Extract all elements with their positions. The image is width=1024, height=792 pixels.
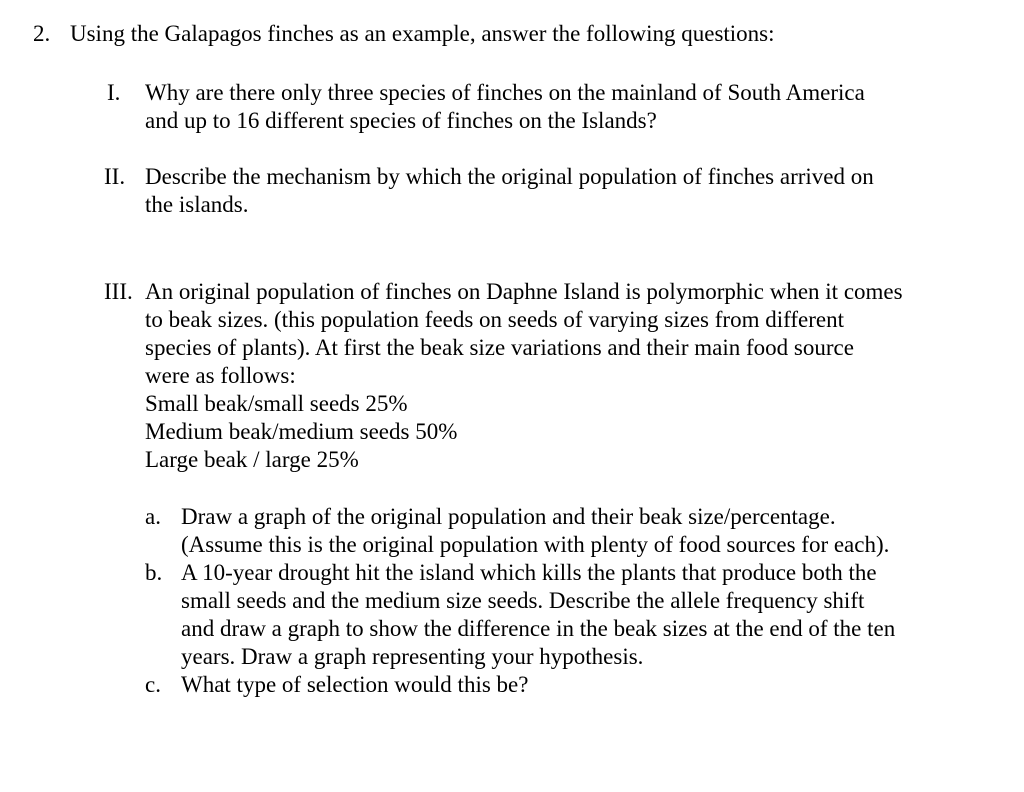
beak-medium-line: Medium beak/medium seeds 50% (145, 419, 458, 444)
subpart-text-line: years. Draw a graph representing your hypothesis. (181, 644, 644, 669)
question-prompt: Using the Galapagos finches as an example, answer the following questions: (70, 21, 775, 46)
part-text-line: and up to 16 different species of finches on the Islands? (145, 108, 657, 133)
subpart-text-line: A 10-year drought hit the island which kills the plants that produce both the (181, 560, 877, 585)
subpart-text-line: small seeds and the medium size seeds. Describe the allele frequency shift (181, 588, 865, 613)
part-text-line: Why are there only three species of finches on the mainland of South America (145, 80, 865, 105)
beak-small-line: Small beak/small seeds 25% (145, 391, 408, 416)
subpart-text-line: (Assume this is the original population with plenty of food sources for each). (181, 532, 890, 557)
subpart-text-line: and draw a graph to show the difference in the beak sizes at the end of the ten (181, 616, 896, 641)
part-text-line: species of plants). At first the beak size variations and their main food source (145, 335, 854, 360)
subpart-text-line: Draw a graph of the original population and their beak size/percentage. (181, 504, 836, 529)
part-text-line: Describe the mechanism by which the original population of finches arrived on (145, 164, 874, 189)
subpart-label: a. (145, 504, 161, 529)
part-text-line: were as follows: (145, 363, 296, 388)
subpart-label: c. (145, 672, 161, 697)
part-text-line: the islands. (145, 192, 249, 217)
question-number: 2. (33, 21, 51, 46)
subpart-label: b. (145, 560, 163, 585)
part-label: III. (104, 279, 133, 304)
beak-large-line: Large beak / large 25% (145, 447, 359, 472)
part-label: II. (104, 164, 126, 189)
part-label: I. (107, 80, 121, 105)
subpart-text-line: What type of selection would this be? (181, 672, 529, 697)
part-text-line: An original population of finches on Daphne Island is polymorphic when it comes (145, 279, 903, 304)
part-text-line: to beak sizes. (this population feeds on seeds of varying sizes from different (145, 307, 844, 332)
